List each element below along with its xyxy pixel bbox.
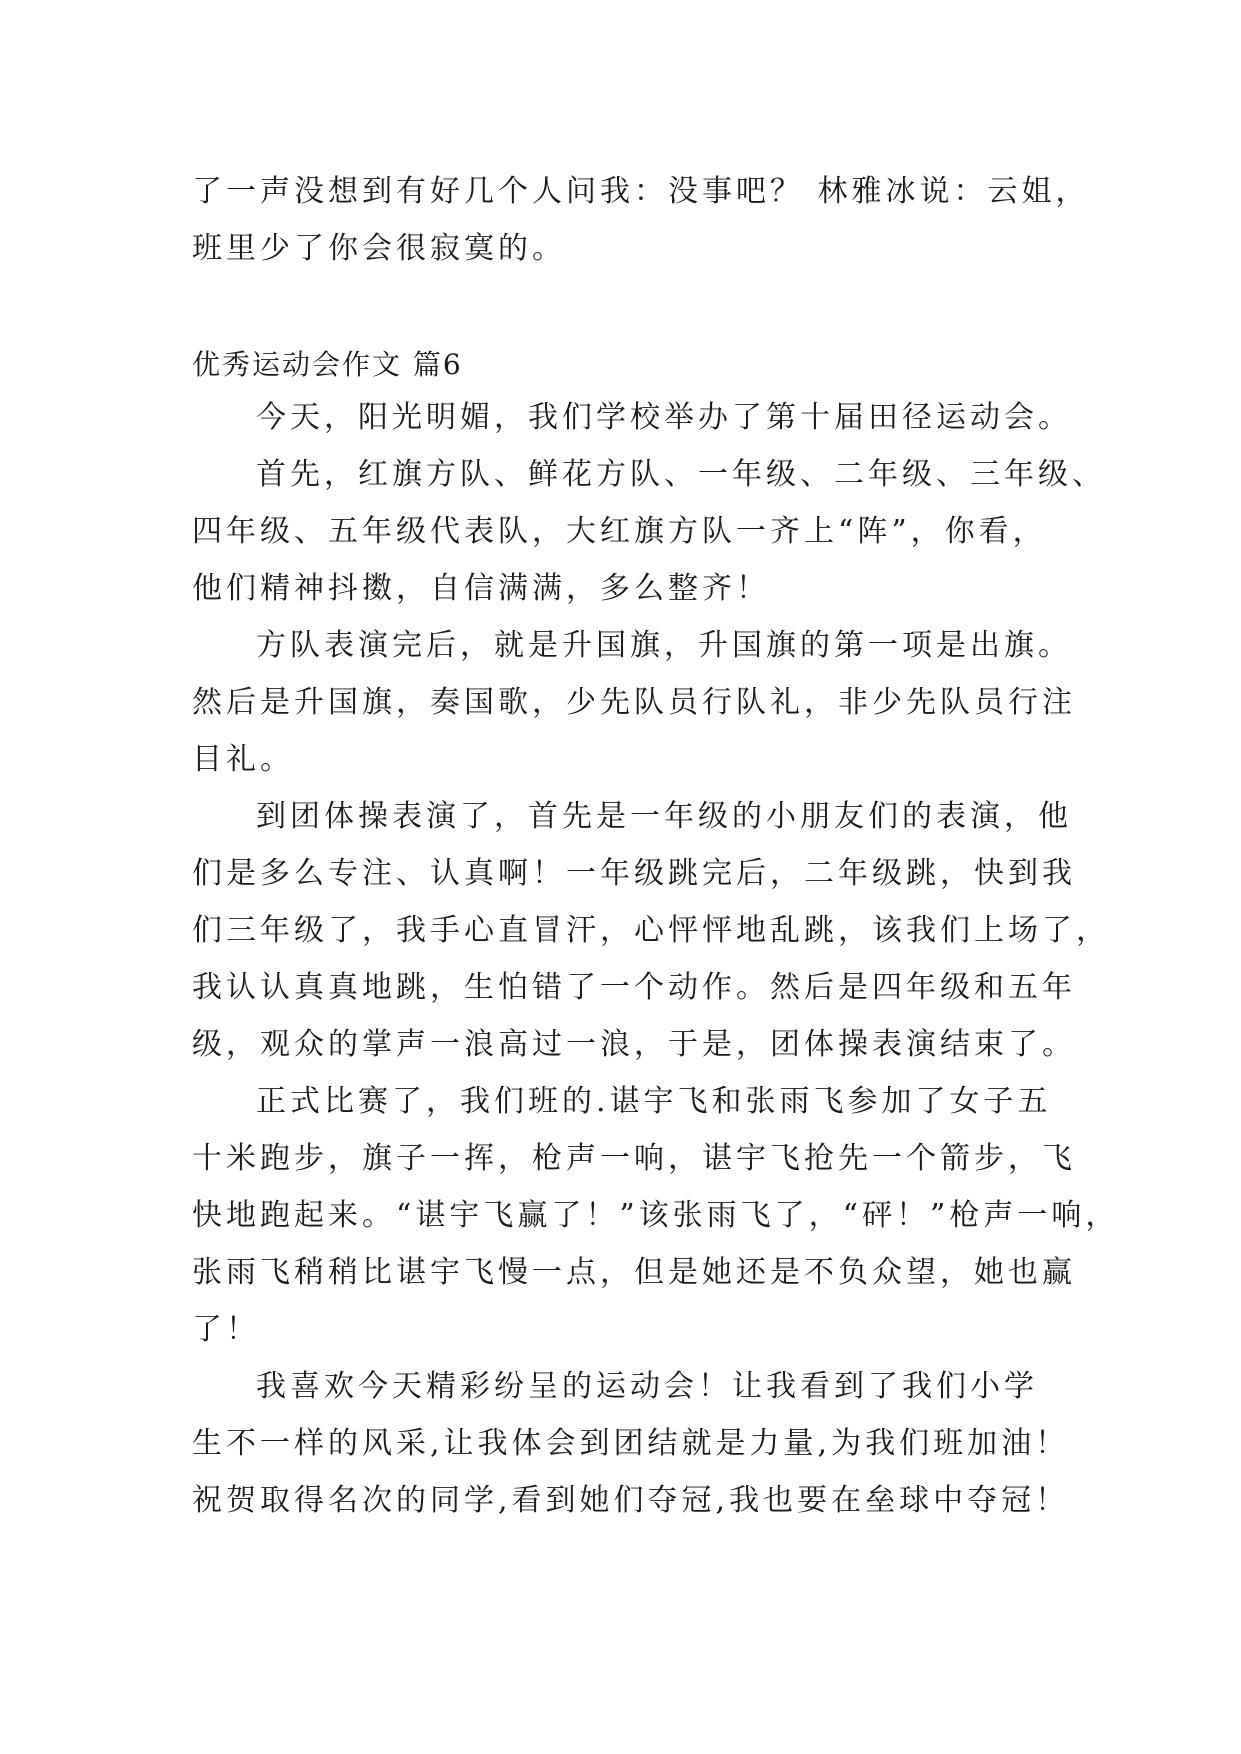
paragraph-line: 他们精神抖擞，自信满满，多么整齐！ — [192, 571, 770, 606]
paragraph-line: 祝贺取得名次的同学,看到她们夺冠,我也要在垒球中夺冠！ — [192, 1483, 1070, 1518]
paragraph-line: 正式比赛了，我们班的.谌宇飞和张雨飞参加了女子五 — [256, 1084, 1052, 1119]
paragraph-line: 首先，红旗方队、鲜花方队、一年级、二年级、三年级、 — [256, 457, 1106, 492]
intro-line-2: 班里少了你会很寂寞的。 — [192, 231, 566, 266]
paragraph-line: 到团体操表演了，首先是一年级的小朋友们的表演，他 — [256, 799, 1072, 834]
paragraph-line: 方队表演完后，就是升国旗，升国旗的第一项是出旗。 — [256, 628, 1072, 663]
paragraph-line: 十米跑步，旗子一挥，枪声一响，谌宇飞抢先一个箭步，飞 — [192, 1141, 1076, 1176]
paragraph-line: 生不一样的风采,让我体会到团结就是力量,为我们班加油！ — [192, 1426, 1070, 1461]
paragraph-line: 我认认真真地跳，生怕错了一个动作。然后是四年级和五年 — [192, 970, 1076, 1005]
paragraph-line: 了！ — [192, 1312, 260, 1347]
paragraph-line: 然后是升国旗，奏国歌，少先队员行队礼，非少先队员行注 — [192, 685, 1076, 720]
paragraph-line: 们是多么专注、认真啊！一年级跳完后，二年级跳，快到我 — [192, 856, 1076, 891]
section-heading: 优秀运动会作文 篇6 — [192, 348, 463, 381]
intro-line-1: 了一声没想到有好几个人问我：没事吧？ 林雅冰说：云姐， — [192, 174, 1090, 209]
paragraph-line: 我喜欢今天精彩纷呈的运动会！让我看到了我们小学 — [256, 1369, 1038, 1404]
paragraph-line: 目礼。 — [192, 742, 294, 777]
paragraph-line: 快地跑起来。“谌宇飞赢了！”该张雨飞了，“砰！”枪声一响， — [192, 1198, 1120, 1233]
paragraph-line: 们三年级了，我手心直冒汗，心怦怦地乱跳，该我们上场了， — [192, 913, 1110, 948]
paragraph-line: 今天，阳光明媚，我们学校举办了第十届田径运动会。 — [256, 400, 1072, 435]
paragraph-line: 级，观众的掌声一浪高过一浪，于是，团体操表演结束了。 — [192, 1027, 1076, 1062]
paragraph-line: 张雨飞稍稍比谌宇飞慢一点，但是她还是不负众望，她也赢 — [192, 1255, 1076, 1290]
paragraph-line: 四年级、五年级代表队，大红旗方队一齐上“阵”，你看， — [192, 514, 1047, 549]
